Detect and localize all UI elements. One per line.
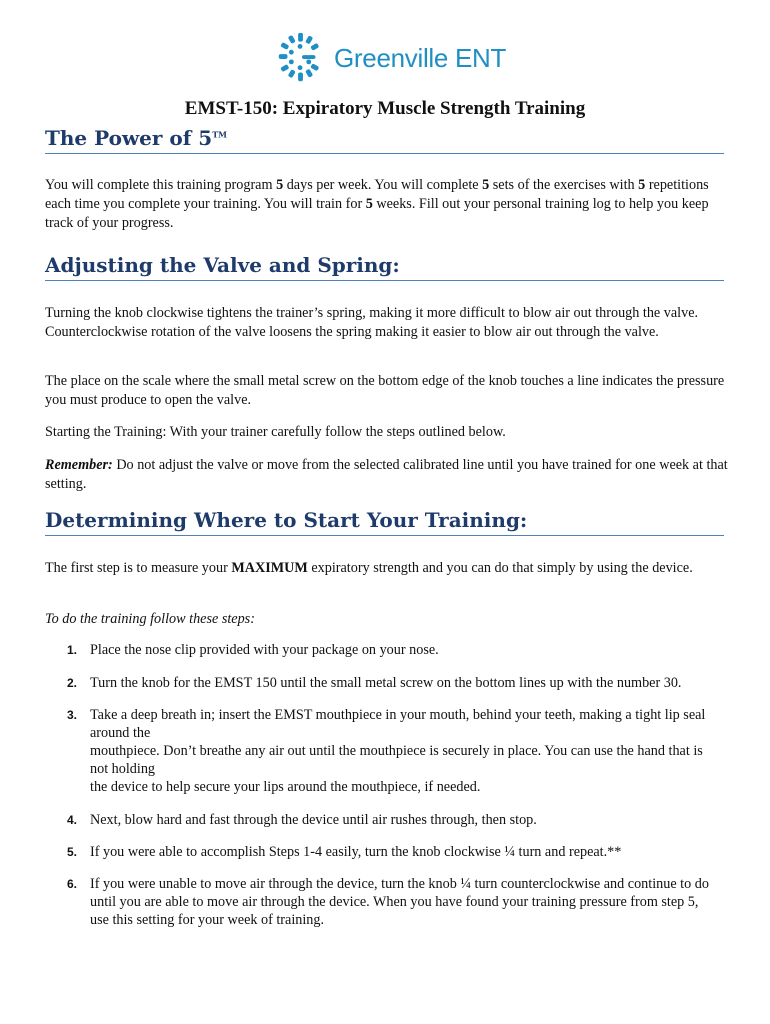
steps-intro: To do the training follow these steps: [45, 611, 255, 627]
heading-power-of-5 [45, 126, 724, 154]
step-number: 2. [67, 676, 78, 690]
remember-label: Remember: [45, 457, 113, 473]
greenville-ent-logo [272, 28, 506, 88]
text-run: days per week. You will complete [283, 177, 483, 193]
text-run: repetitions each time you complete your training. You will train for [45, 177, 709, 212]
sunburst-logo-icon [272, 29, 330, 87]
scale-paragraph: The place on the scale where the small metal screw on the bottom edge of the knob touches a line indicates the pressure you must produce to open the valve. [45, 373, 725, 408]
step-text: Place the nose clip provided with your package on your nose. [90, 642, 439, 658]
step-text: Turn the knob for the EMST 150 until the small metal screw on the bottom lines up with the number 30. [90, 675, 682, 691]
bold-run: MAXIMUM [231, 560, 308, 576]
step-text: If you were unable to move air through the device, turn the knob ¼ turn counterclockwise and continue to do until you are able to move air through the device. When you have found your training pressure from step 5, use this setting for your week of training. [90, 876, 709, 928]
text-run: The first step is to measure your [45, 560, 232, 576]
text-run: sets of the exercises with [489, 177, 639, 193]
step-text: Next, blow hard and fast through the device until air rushes through, then stop. [90, 812, 537, 828]
remember-text: Do not adjust the valve or move from the selected calibrated line until you have trained for one week at that setting. [45, 457, 728, 492]
bold-run: 5 [482, 177, 490, 193]
heading-power-text: The Power of 5 [45, 126, 213, 150]
starting-training-paragraph: Starting the Training: With your trainer carefully follow the steps outlined below. [45, 424, 506, 440]
text-run: You will complete this training program [45, 177, 277, 193]
step-number: 6. [67, 877, 78, 891]
remember-paragraph [45, 456, 730, 494]
document-title: EMST-150: Expiratory Muscle Strength Training [184, 98, 586, 119]
text-run: expiratory strength and you can do that simply by using the device. [307, 560, 693, 576]
bold-run: 5 [365, 196, 373, 212]
intro-paragraph [45, 176, 730, 233]
knob-rotation-paragraph: Turning the knob clockwise tightens the trainer’s spring, making it more difficult to blow air out through the valve. Counterclockwise rotation of the valve loosens the spring making it easier to blow air out through the valve. [45, 305, 699, 340]
step-number: 4. [67, 813, 78, 827]
trademark-mark: TM [212, 129, 228, 140]
bold-run: 5 [276, 177, 284, 193]
step-number: 1. [67, 643, 78, 657]
text-run: weeks. Fill out your personal training log to help you keep track of your progress. [45, 196, 709, 231]
measure-paragraph [45, 559, 730, 578]
step-text: If you were able to accomplish Steps 1-4 easily, turn the knob clockwise ¼ turn and repeat.** [90, 844, 622, 860]
heading-determining-start: Determining Where to Start Your Training: [45, 508, 724, 536]
logo-wordmark: Greenville ENT [334, 42, 507, 73]
step-text: Take a deep breath in; insert the EMST mouthpiece in your mouth, behind your teeth, making a tight lip seal around the mouthpiece. Don’t breathe any air out until the mouthpiece is securely in place. You can use the hand that is not holding the device to help secure your lips around the mouthpiece, if needed. [90, 707, 706, 795]
bold-run: 5 [638, 177, 646, 193]
step-number: 3. [67, 708, 78, 722]
heading-adjusting-valve: Adjusting the Valve and Spring: [45, 253, 724, 281]
step-number: 5. [67, 845, 78, 859]
